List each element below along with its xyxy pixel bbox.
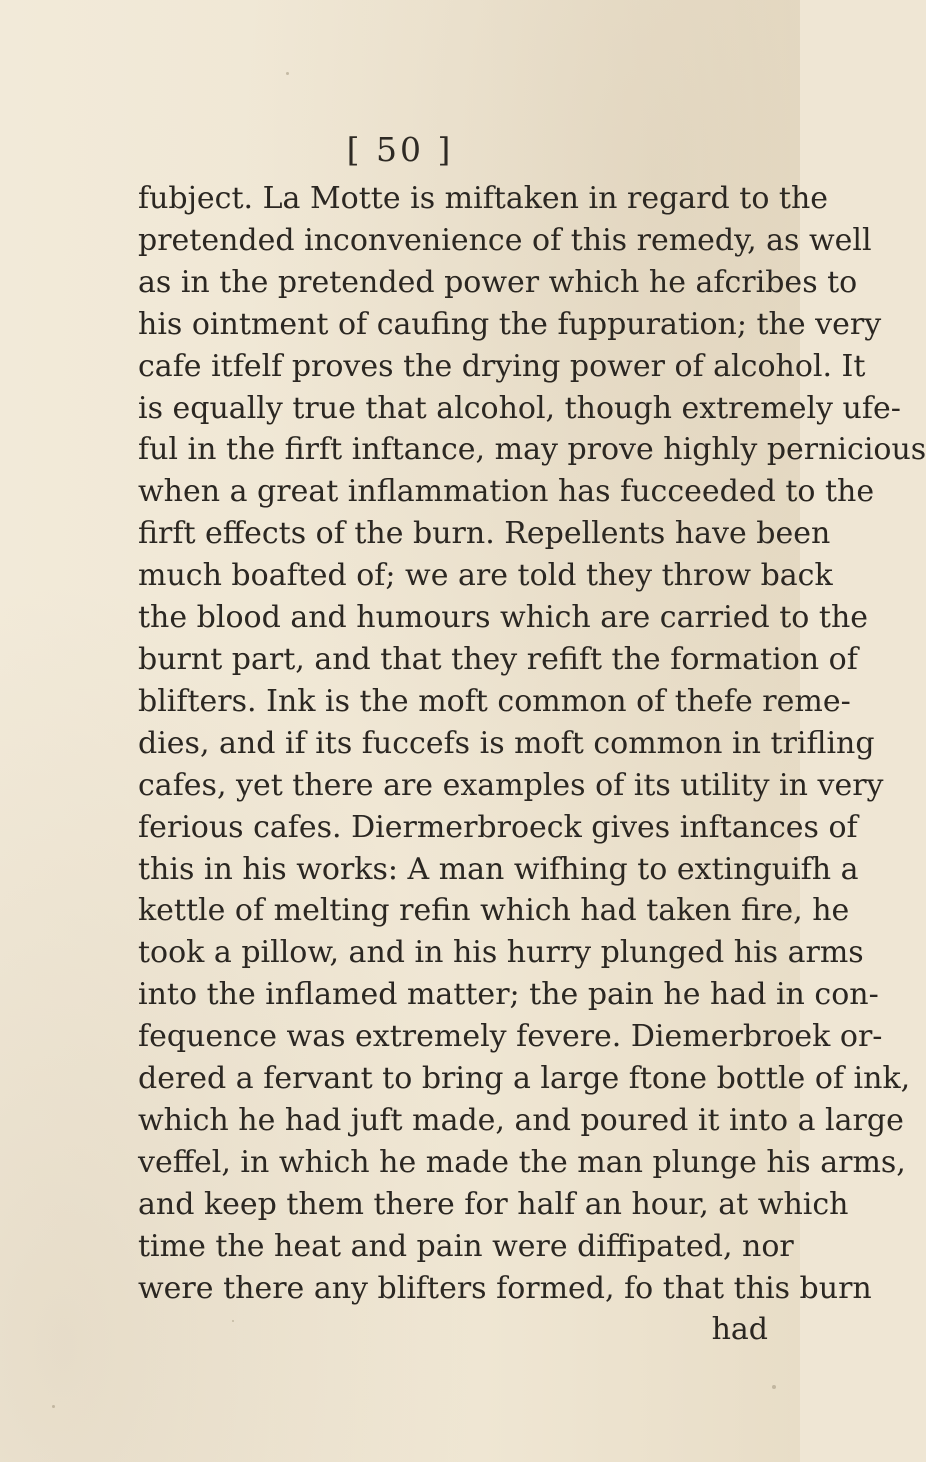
- paper-speck: [52, 1405, 55, 1408]
- text-line: burnt part, and that they refift the formation of: [138, 641, 858, 677]
- text-line: cafes, yet there are examples of its utility in very: [138, 767, 884, 803]
- text-line: fequence was extremely fevere. Diemerbroek or-: [138, 1019, 883, 1055]
- text-line: firft effects of the burn. Repellents have been: [138, 516, 831, 552]
- text-line: took a pillow, and in his hurry plunged his arms: [138, 935, 864, 971]
- text-line: dered a fervant to bring a large ftone bottle of ink,: [138, 1061, 911, 1097]
- text-line: into the inflamed matter; the pain he had in con-: [138, 977, 879, 1013]
- text-line: is equally true that alcohol, though extremely ufe-: [138, 390, 901, 426]
- text-line: blifters. Ink is the moft common of thefe reme-: [138, 683, 851, 719]
- body-text: [138, 178, 926, 1351]
- text-line: his ointment of caufing the fuppuration; the very: [138, 306, 882, 342]
- text-line: ferious cafes. Diermerbroeck gives inftances of: [138, 809, 858, 845]
- text-line: this in his works: A man wifhing to extinguifh a: [138, 851, 859, 887]
- text-line: fubject. La Motte is miftaken in regard to the: [138, 181, 829, 216]
- text-line: were there any blifters formed, fo that this burn: [138, 1270, 872, 1306]
- text-line: as in the pretended power which he afcribes to: [138, 264, 858, 300]
- text-line: cafe itfelf proves the drying power of alcohol. It: [138, 348, 866, 384]
- paper-speck: [232, 1320, 234, 1322]
- text-line: which he had juft made, and poured it into a large: [138, 1102, 904, 1138]
- text-line: the blood and humours which are carried to the: [138, 600, 869, 636]
- catchword: had: [711, 1312, 768, 1348]
- paper-speck: [286, 72, 289, 75]
- text-line: time the heat and pain were diffipated, nor: [138, 1228, 794, 1264]
- text-line: veffel, in which he made the man plunge his arms,: [138, 1144, 906, 1180]
- text-line: dies, and if its fuccefs is moft common in trifling: [138, 725, 875, 761]
- text-line: kettle of melting refin which had taken fire, he: [138, 893, 850, 929]
- text-line: much boafted of; we are told they throw back: [138, 558, 833, 594]
- text-line: ful in the firft inftance, may prove highly pernicious: [138, 432, 926, 468]
- paper-speck: [772, 1385, 776, 1389]
- text-line: when a great inflammation has fucceeded to the: [138, 474, 875, 510]
- text-line: and keep them there for half an hour, at which: [138, 1186, 849, 1222]
- page-number: [ 50 ]: [346, 130, 454, 169]
- text-line: pretended inconvenience of this remedy, as well: [138, 222, 872, 258]
